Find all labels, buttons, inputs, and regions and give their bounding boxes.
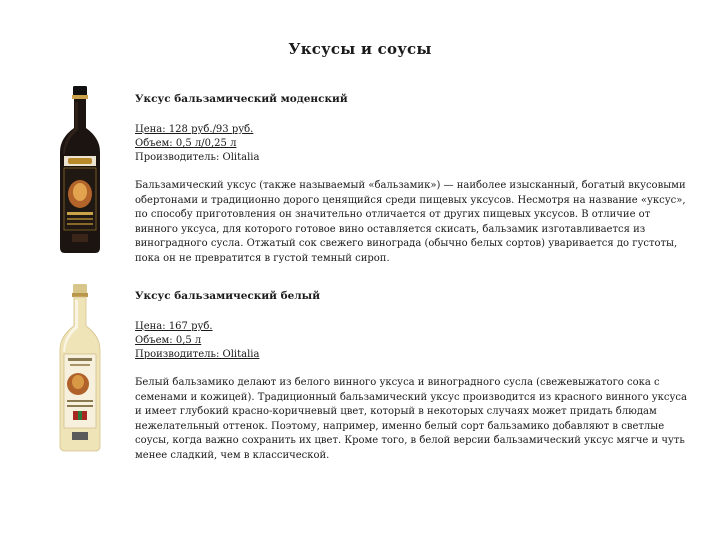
white-balsamic-bottle-image: [58, 284, 102, 452]
product-white-balsamic: [135, 290, 695, 463]
product-name: Уксус бальзамический белый: [135, 290, 320, 302]
product-volume: Объем: 0,5 л/0,25 л: [135, 138, 237, 149]
product-info: [135, 123, 695, 165]
product-info: [135, 320, 695, 362]
product-dark-balsamic: [135, 93, 695, 266]
dark-balsamic-bottle-image: [58, 86, 102, 254]
page-title: Уксусы и соусы: [288, 40, 432, 58]
product-volume: Объем: 0,5 л: [135, 335, 202, 346]
product-description: Бальзамический уксус (также называемый «бальзамик») — наиболее изысканный, богатый вкусовыми обертонами и традиционно дорого ценящийся среди пищевых уксусов. Несмотря на название «уксус», по способу приготовления он значительно отличается от других пищевых уксусов. В отличие от винного уксуса, для которого готовое вино оставляется скисать, бальзамик изготавливается из виноградного сусла. Отжатый сок свежего винограда (обычно белых сортов) уваривается до густоты, пока он не превратится в густой темный сироп.: [135, 180, 686, 264]
product-name: Уксус бальзамический моденский: [135, 93, 348, 105]
product-price: Цена: 167 руб.: [135, 321, 213, 332]
product-price: Цена: 128 руб./93 руб.: [135, 124, 254, 135]
product-description: Белый бальзамико делают из белого винного уксуса и виноградного сусла (свежевыжатого сока с семенами и кожицей). Традиционный бальзамический уксус производится из красного винного уксуса и имеет глубокий красно-коричневый цвет, который в некоторых случаях может придать блюдам нежелательный оттенок. Поэтому, например, именно белый сорт бальзамико добавляют в светлые соусы, когда важно сохранить их цвет. Кроме того, в белой версии бальзамический уксус мягче и чуть менее сладкий, чем в классической.: [135, 377, 687, 461]
product-producer: Производитель: Olitalia: [135, 152, 260, 163]
product-producer: Производитель: Olitalia: [135, 349, 260, 360]
